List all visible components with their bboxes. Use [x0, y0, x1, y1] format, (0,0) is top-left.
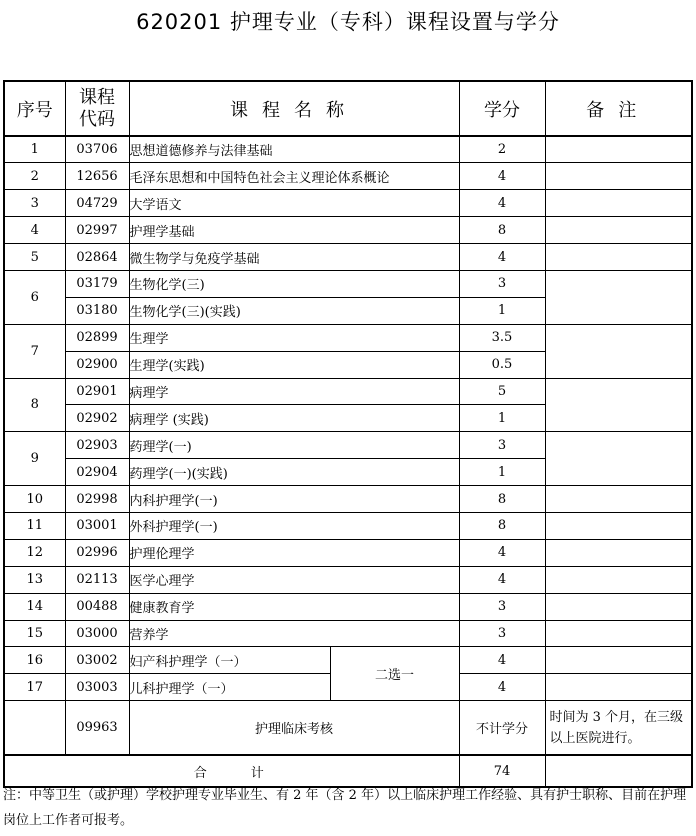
code-cell: 02864: [65, 244, 129, 271]
credit-cell: 4: [459, 566, 545, 593]
header-code: [65, 81, 129, 136]
note-cell: [545, 136, 692, 163]
code-cell: 02902: [65, 405, 129, 432]
credit-cell: 1: [459, 297, 545, 324]
seq-cell: 12: [4, 539, 65, 566]
table-row: [4, 486, 692, 513]
table-row: [4, 217, 692, 244]
code-cell: 02113: [65, 566, 129, 593]
credit-cell: 3.5: [459, 324, 545, 351]
code-cell: 12656: [65, 163, 129, 190]
credit-cell: 8: [459, 512, 545, 539]
page-title: 620201 护理专业（专科）课程设置与学分: [136, 10, 560, 34]
course-name-cell: 药理学(一): [129, 432, 459, 459]
code-cell: 03180: [65, 297, 129, 324]
course-name-cell: 生理学(实践): [129, 351, 459, 378]
seq-cell: 1: [4, 136, 65, 163]
credit-cell: 8: [459, 217, 545, 244]
seq-cell: 8: [4, 378, 65, 432]
code-cell: 02996: [65, 539, 129, 566]
course-name-cell: 护理学基础: [129, 217, 459, 244]
course-name-cell: 妇产科护理学（一）: [129, 647, 330, 674]
credit-cell: 4: [459, 539, 545, 566]
total-label: 合 计: [4, 755, 459, 787]
credit-cell: 5: [459, 378, 545, 405]
credit-cell: 不计学分: [459, 701, 545, 756]
course-table: [3, 80, 693, 788]
note-cell: [545, 324, 692, 378]
note-cell: [545, 244, 692, 271]
seq-cell: 14: [4, 593, 65, 620]
table-row: [4, 620, 692, 647]
course-name-cell: 生理学: [129, 324, 459, 351]
course-name-cell: 健康教育学: [129, 593, 459, 620]
code-cell: 02900: [65, 351, 129, 378]
seq-cell: 9: [4, 432, 65, 486]
seq-cell: 13: [4, 566, 65, 593]
note-cell: 时间为 3 个月，在三级以上医院进行。: [545, 701, 692, 756]
course-name-cell: 内科护理学(一): [129, 486, 459, 513]
code-cell: 03706: [65, 136, 129, 163]
header-note: 备注: [545, 81, 692, 136]
seq-cell: 17: [4, 674, 65, 701]
credit-cell: 3: [459, 593, 545, 620]
credit-cell: 1: [459, 459, 545, 486]
code-cell: 02899: [65, 324, 129, 351]
seq-cell: 7: [4, 324, 65, 378]
course-name-cell: 大学语文: [129, 190, 459, 217]
course-name-cell: 外科护理学(一): [129, 512, 459, 539]
note-cell: [545, 432, 692, 486]
table-row: [4, 566, 692, 593]
clinical-row: [4, 701, 692, 756]
note-cell: [545, 593, 692, 620]
table-row: [4, 244, 692, 271]
seq-cell: 6: [4, 270, 65, 324]
elective-choice-cell: 二选一: [330, 647, 459, 701]
course-name-cell: 病理学 (实践): [129, 405, 459, 432]
table-row: [4, 378, 692, 405]
credit-cell: 3: [459, 620, 545, 647]
table-row: [4, 647, 692, 674]
course-name-cell: 护理临床考核: [129, 701, 459, 756]
credit-cell: 4: [459, 674, 545, 701]
credit-cell: 3: [459, 270, 545, 297]
table-row: [4, 539, 692, 566]
note-cell: [545, 378, 692, 432]
course-name-cell: 微生物学与免疫学基础: [129, 244, 459, 271]
seq-cell: 4: [4, 217, 65, 244]
code-cell: 03000: [65, 620, 129, 647]
header-code-line2: 代码: [79, 108, 115, 130]
seq-cell: [4, 701, 65, 756]
seq-cell: 5: [4, 244, 65, 271]
table-row: [4, 270, 692, 297]
header-row: [4, 81, 692, 136]
code-cell: 02998: [65, 486, 129, 513]
code-cell: 09963: [65, 701, 129, 756]
table-row: [4, 190, 692, 217]
code-cell: 03001: [65, 512, 129, 539]
note-cell: [545, 647, 692, 674]
total-credit: 74: [459, 755, 545, 787]
credit-cell: 2: [459, 136, 545, 163]
seq-cell: 11: [4, 512, 65, 539]
seq-cell: 2: [4, 163, 65, 190]
header-credit: 学分: [459, 81, 545, 136]
note-cell: [545, 217, 692, 244]
table-row: [4, 432, 692, 459]
seq-cell: 10: [4, 486, 65, 513]
note-cell: [545, 270, 692, 324]
note-cell: [545, 620, 692, 647]
note-cell: [545, 190, 692, 217]
course-name-cell: 生物化学(三)(实践): [129, 297, 459, 324]
table-row: [4, 324, 692, 351]
credit-cell: 4: [459, 190, 545, 217]
note-cell: [545, 512, 692, 539]
code-cell: 02903: [65, 432, 129, 459]
credit-cell: 4: [459, 244, 545, 271]
table-row: [4, 512, 692, 539]
code-cell: 00488: [65, 593, 129, 620]
note-cell: [545, 486, 692, 513]
code-cell: 02901: [65, 378, 129, 405]
code-cell: 02997: [65, 217, 129, 244]
credit-cell: 1: [459, 405, 545, 432]
footnote: 注：中等卫生（或护理）学校护理专业毕业生、有 2 年（含 2 年）以上临床护理工作经验、具有护士职称、目前在护理岗位上工作者可报考。: [3, 788, 687, 828]
course-name-cell: 生物化学(三): [129, 270, 459, 297]
note-cell: [545, 566, 692, 593]
code-cell: 03179: [65, 270, 129, 297]
credit-cell: 8: [459, 486, 545, 513]
table-row: [4, 163, 692, 190]
code-cell: 03002: [65, 647, 129, 674]
course-name-cell: 病理学: [129, 378, 459, 405]
note-cell: [545, 539, 692, 566]
code-cell: 04729: [65, 190, 129, 217]
course-name-cell: 毛泽东思想和中国特色社会主义理论体系概论: [129, 163, 459, 190]
course-name-cell: 营养学: [129, 620, 459, 647]
course-name-cell: 思想道德修养与法律基础: [129, 136, 459, 163]
course-name-cell: 儿科护理学（一）: [129, 674, 330, 701]
code-cell: 03003: [65, 674, 129, 701]
seq-cell: 3: [4, 190, 65, 217]
header-code-line1: 课程: [79, 86, 115, 108]
course-name-cell: 护理伦理学: [129, 539, 459, 566]
note-cell: [545, 674, 692, 701]
credit-cell: 4: [459, 163, 545, 190]
note-cell: [545, 163, 692, 190]
credit-cell: 4: [459, 647, 545, 674]
table-row: [4, 593, 692, 620]
code-cell: 02904: [65, 459, 129, 486]
header-seq: 序号: [4, 81, 65, 136]
credit-cell: 0.5: [459, 351, 545, 378]
table-row: [4, 136, 692, 163]
credit-cell: 3: [459, 432, 545, 459]
seq-cell: 16: [4, 647, 65, 674]
course-name-cell: 医学心理学: [129, 566, 459, 593]
seq-cell: 15: [4, 620, 65, 647]
course-name-cell: 药理学(一)(实践): [129, 459, 459, 486]
header-name: 课程名称: [129, 81, 459, 136]
